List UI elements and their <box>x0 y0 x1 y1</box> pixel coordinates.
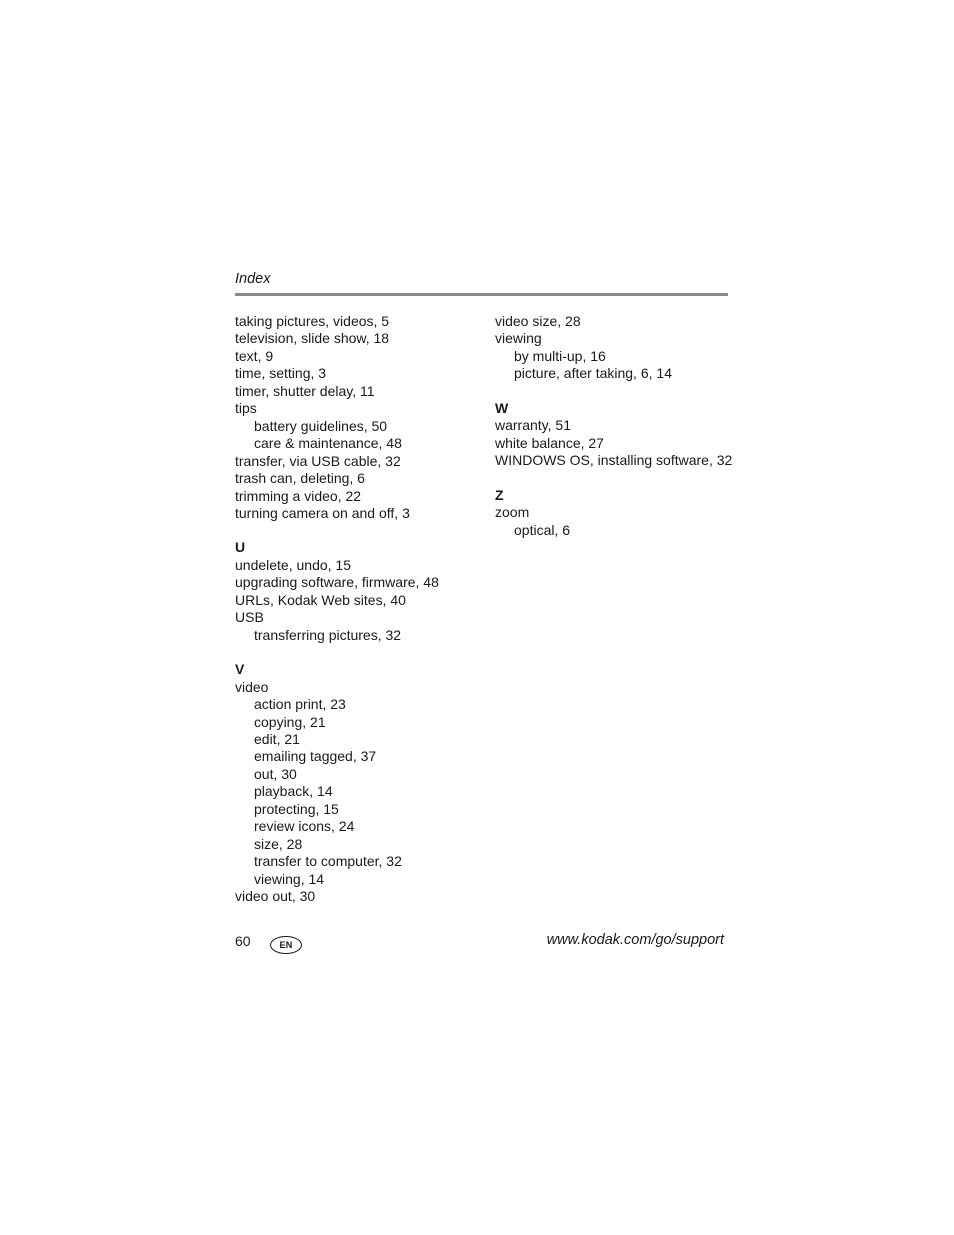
index-entry: television, slide show, 18 <box>235 330 390 347</box>
index-entry: undelete, undo, 15 <box>235 556 351 573</box>
index-subentry: size, 28 <box>254 835 303 852</box>
index-subentry: edit, 21 <box>254 730 300 747</box>
index-subentry: action print, 23 <box>254 696 346 713</box>
index-entry: video size, 28 <box>495 313 581 329</box>
language-badge: EN <box>270 936 302 954</box>
index-entry: WINDOWS OS, installing software, 32 <box>495 452 733 469</box>
index-entry: timer, shutter delay, 11 <box>235 382 375 399</box>
index-entry: URLs, Kodak Web sites, 40 <box>235 591 406 608</box>
index-letter-heading: Z <box>495 486 504 503</box>
index-entry: trash can, deleting, 6 <box>235 470 365 487</box>
index-entry: video <box>235 678 269 695</box>
index-entry: zoom <box>495 504 530 521</box>
index-entry: viewing <box>495 330 542 347</box>
index-letter-heading: W <box>495 399 509 416</box>
index-subentry: review icons, 24 <box>254 818 355 835</box>
support-url[interactable]: www.kodak.com/go/support <box>546 932 724 948</box>
header-rule <box>235 293 728 296</box>
index-entry: video out, 30 <box>235 888 316 905</box>
index-subentry: emailing tagged, 37 <box>254 748 377 765</box>
index-letter-heading: U <box>235 539 246 556</box>
index-subentry: transfer to computer, 32 <box>254 853 402 870</box>
page-header-title: Index <box>235 271 271 287</box>
index-subentry: optical, 6 <box>514 521 571 538</box>
index-entry: text, 9 <box>235 347 274 364</box>
index-entry: warranty, 51 <box>495 417 571 434</box>
index-entry: USB <box>235 609 264 626</box>
index-subentry: copying, 21 <box>254 713 326 730</box>
page-number: 60 <box>235 933 251 949</box>
index-entry: time, setting, 3 <box>235 365 327 382</box>
index-subentry: playback, 14 <box>254 783 333 800</box>
index-column-right <box>495 313 735 539</box>
index-column-left <box>235 313 475 906</box>
index-subentry: battery guidelines, 50 <box>254 417 388 434</box>
index-entry: tips <box>235 400 257 417</box>
index-entry: white balance, 27 <box>495 434 604 451</box>
index-subentry: by multi-up, 16 <box>514 347 606 364</box>
index-entry: upgrading software, firmware, 48 <box>235 574 439 591</box>
index-entry: taking pictures, videos, 5 <box>235 313 390 329</box>
index-letter-heading: V <box>235 661 245 678</box>
index-subentry: protecting, 15 <box>254 800 339 817</box>
index-entry: transfer, via USB cable, 32 <box>235 452 401 469</box>
index-subentry: picture, after taking, 6, 14 <box>514 365 672 382</box>
index-subentry: transferring pictures, 32 <box>254 626 402 643</box>
index-entry: turning camera on and off, 3 <box>235 504 410 521</box>
index-subentry: viewing, 14 <box>254 870 325 887</box>
index-subentry: out, 30 <box>254 765 297 782</box>
index-entry: trimming a video, 22 <box>235 487 362 504</box>
index-subentry: care & maintenance, 48 <box>254 435 402 452</box>
